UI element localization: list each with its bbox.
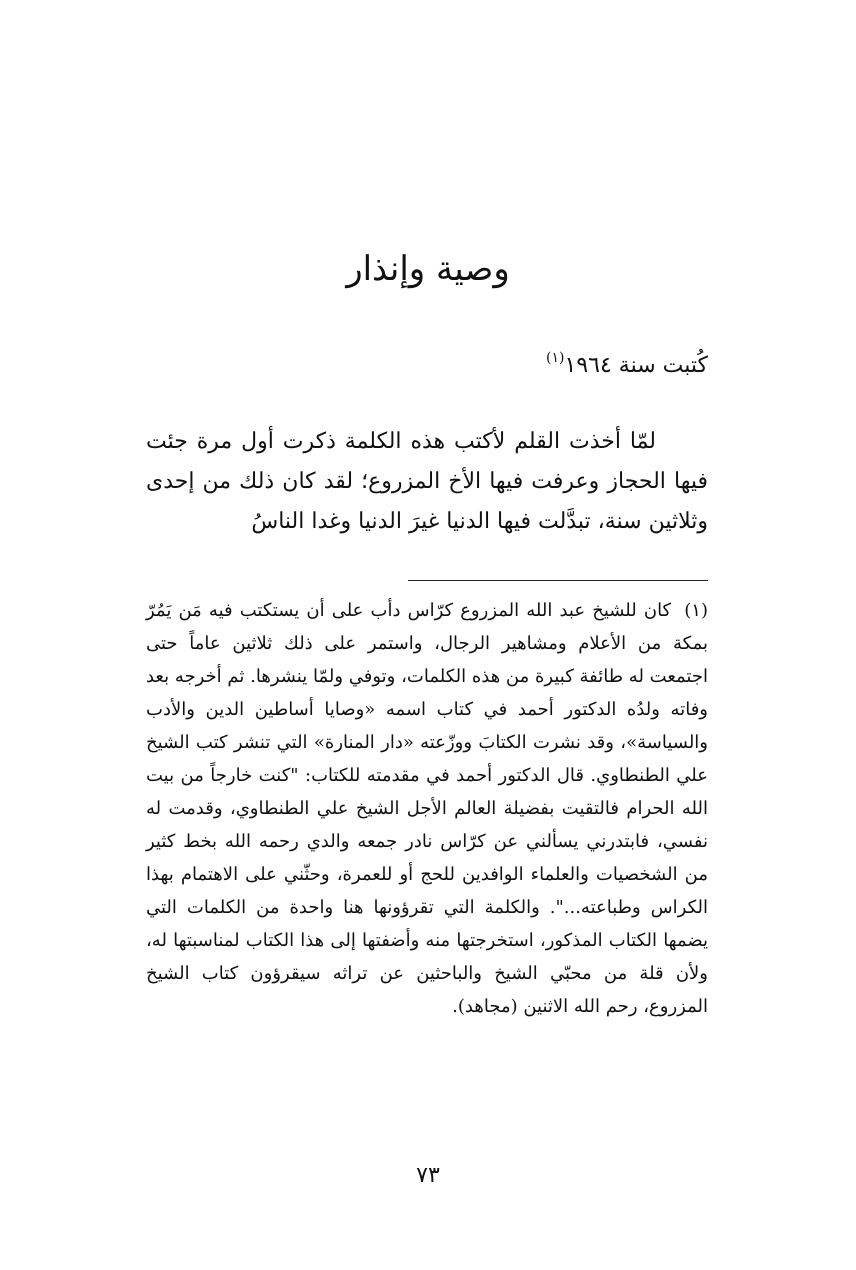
dateline-text: كُتبت سنة ١٩٦٤ (564, 353, 708, 378)
footnote (146, 594, 708, 1023)
footnote-separator (408, 580, 708, 581)
footnote-reference: (١) (546, 350, 565, 366)
body-paragraph: لمّا أخذت القلم لأكتب هذه الكلمة ذكرت أول مرة جئت فيها الحجاز وعرفت فيها الأخ المزروع؛ لقد كان ذلك من إحدى وثلاثين سنة، تبدَّلت فيها الدنيا غيرَ الدنيا وغدا الناسُ (146, 429, 708, 534)
dateline (546, 350, 708, 382)
page-number: ٧٣ (416, 1163, 440, 1188)
chapter-title: وصية وإنذار (346, 249, 510, 289)
footnote-text: كان للشيخ عبد الله المزروع كرّاس دأب على أن يستكتب فيه مَن يَمُرّ بمكة من الأعلام ومشاهير الرجال، واستمر على ذلك ثلاثين عاماً حتى اجتمعت له طائفة كبيرة من هذه الكلمات، وتوفي ولمّا ينشرها. ثم أخرجه بعد وفاته ولدُه الدكتور أحمد في كتاب اسمه «وصايا أساطين الدين والأدب والسياسة»، وقد نشرت الكتابَ ووزّعته «دار المنارة» التي تنشر كتب الشيخ علي الطنطاوي. قال الدكتور أحمد في مقدمته للكتاب: "كنت خارجاً من بيت الله الحرام فالتقيت بفضيلة العالم الأجل الشيخ علي الطنطاوي، وقدمت له نفسي، فابتدرني يسألني عن كرّاس نادر جمعه والدي رحمه الله بخط كثير من الشخصيات والعلماء الوافدين للحج أو للعمرة، وحثّني على الاهتمام بهذا الكراس وطباعته...". والكلمة التي تقرؤونها هنا واحدة من الكلمات التي يضمها الكتاب المذكور، استخرجتها منه وأضفتها إلى هذا الكتاب لمناسبتها له، ولأن قلة من محبّي الشيخ والباحثين عن تراثه سيقرؤون كتاب الشيخ المزروع، رحم الله الاثنين (مجاهد). (145, 600, 708, 1017)
main-text (146, 422, 708, 542)
footnote-number: (١) (684, 600, 708, 621)
